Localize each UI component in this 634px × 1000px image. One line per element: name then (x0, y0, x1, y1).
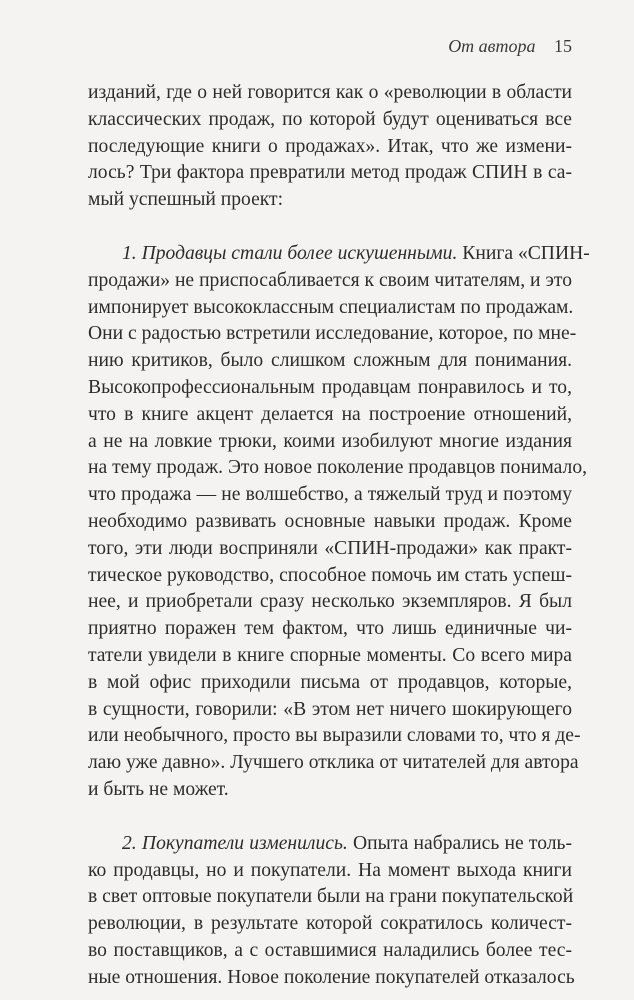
paragraph-gap (88, 214, 572, 241)
text-fragment: Книга «СПИН- (457, 242, 590, 264)
text-line: татели увидели в книге спорные моменты. Со всего мира (88, 644, 572, 666)
text-line: того, эти люди восприняли «СПИН-продажи» как практ- (88, 537, 572, 559)
text-line: мый успешный проект: (88, 189, 284, 211)
paragraph-gap (88, 804, 572, 831)
text-line: Они с радостью встретили исследование, которое, по мне- (88, 323, 577, 345)
text-line: революции, в результате которой сократилось количест- (88, 913, 572, 935)
text-line (88, 241, 590, 268)
text-line: лось? Три фактора превратили метод продаж СПИН в са- (88, 162, 572, 184)
paragraph-1 (88, 80, 572, 214)
text-line: и быть не может. (88, 778, 229, 800)
text-line (88, 831, 572, 858)
text-line: а не на ловкие трюки, коими изобилуют многие издания (88, 430, 572, 452)
text-line: в мой офис приходили письма от продавцов, которые, (88, 671, 572, 693)
text-line: продажи» не приспосабливается к своим читателям, и это (88, 269, 572, 291)
text-line: в сущности, говорили: «В этом нет ничего шокирующего (88, 698, 572, 720)
text-line: нию критиков, было слишком сложным для понимания. (88, 350, 572, 372)
page-number: 15 (554, 36, 572, 56)
text-line: Высокопрофессиональным продавцам понравилось и то, (88, 376, 572, 398)
text-line: в свет оптовые покупатели были на грани покупательской (88, 886, 574, 908)
text-line: приятно поражен тем фактом, что лишь единичные чи- (88, 618, 572, 640)
text-line: последующие книги о продажах». Итак, что же измени- (88, 135, 572, 157)
paragraph-3 (88, 831, 575, 992)
text-line: изданий, где о ней говорится как о «революции в области (88, 82, 572, 103)
list-item-heading: 1. Продавцы стали более искушенными. (122, 242, 458, 264)
text-fragment: Опыта набрались не толь- (347, 832, 572, 854)
paragraph-2 (88, 241, 590, 804)
text-line: или необычного, просто вы выразили словами то, что я де- (88, 725, 581, 747)
text-line: во поставщиков, а с оставшимися наладились более тес- (88, 939, 572, 961)
text-line: лаю уже давно». Лучшего отклика от читателей для автора (88, 752, 579, 774)
text-line: тическое руководство, способное помочь им стать успеш- (88, 564, 572, 586)
section-title: От автора (448, 36, 536, 56)
text-line: ные отношения. Новое поколение покупателей отказалось (88, 966, 575, 988)
text-line: на тему продаж. Это новое поколение продавцов понимало, (88, 457, 588, 479)
list-item-heading: 2. Покупатели изменились. (122, 832, 348, 854)
body-text (88, 80, 590, 992)
text-line: импонирует высококлассным специалистам по продажам. (88, 296, 574, 318)
running-header (448, 36, 572, 57)
text-line: что продажа — не волшебство, а тяжелый труд и поэтому (88, 484, 572, 506)
text-line: что в книге акцент делается на построение отношений, (88, 403, 572, 425)
text-line: классических продаж, по которой будут оцениваться все (88, 108, 572, 130)
text-line: необходимо развивать основные навыки продаж. Кроме (88, 510, 572, 532)
text-line: нее, и приобретали сразу несколько экземпляров. Я был (88, 591, 572, 613)
text-line: ко продавцы, но и покупатели. На момент выхода книги (88, 859, 572, 881)
